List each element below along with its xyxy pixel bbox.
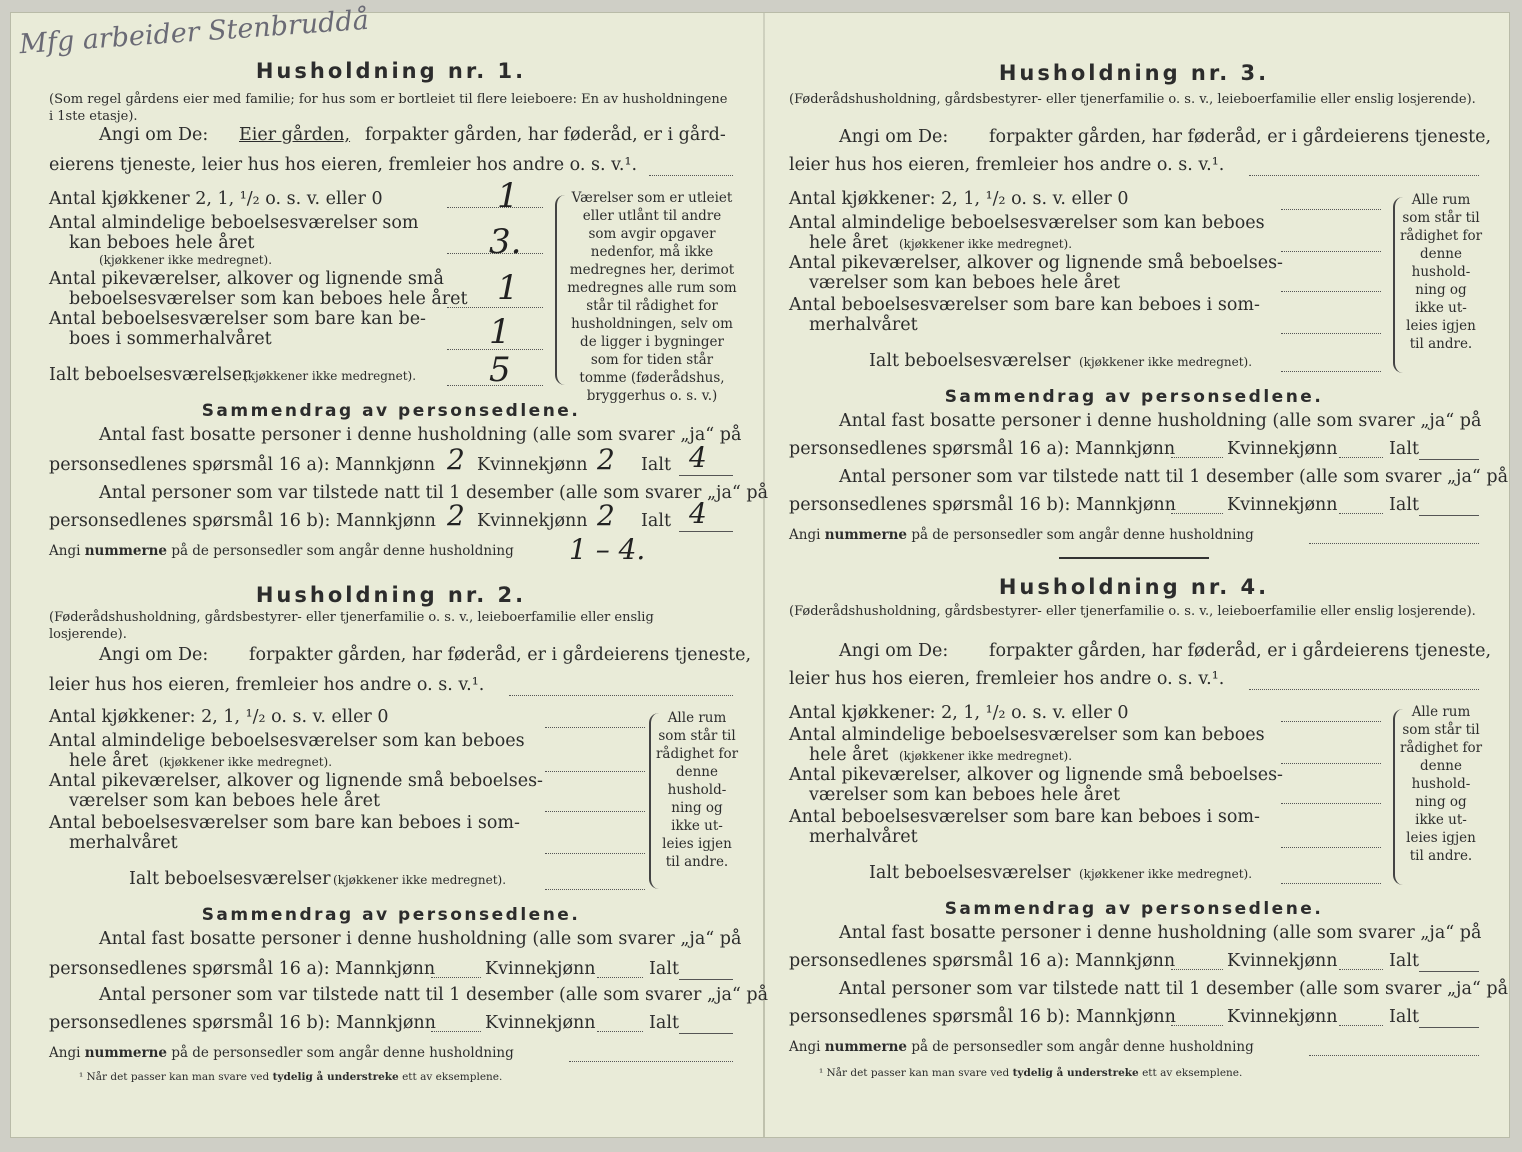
h1-s2-female-label: Kvinnekjønn xyxy=(477,511,588,531)
household-2-title: Husholdning nr. 2. xyxy=(255,583,527,607)
h1-s1: Antal fast bosatte personer i denne husholdning (alle som svarer „ja“ på xyxy=(99,425,742,445)
h2-q-total: Ialt beboelsesværelser xyxy=(129,869,331,889)
h2-s1-female-line xyxy=(597,977,643,978)
h1-kitchens-value: 1 xyxy=(497,176,519,216)
h4-s2-female-line xyxy=(1339,1025,1383,1026)
h4-angi-options-2: leier hus hos eieren, fremleier hos andre o. s. v.¹. xyxy=(789,669,1225,689)
h3-s2-female-label: Kvinnekjønn xyxy=(1227,495,1338,515)
household-2-note: (Føderådshusholdning, gårdsbestyrer- eller tjenerfamilie o. s. v., leieboerfamilie eller enslig losjerende). xyxy=(49,610,654,642)
h2-q-small-2: værelser som kan beboes hele året xyxy=(69,791,380,811)
h1-s2b: personsedlenes spørsmål 16 b): Mannkjønn xyxy=(49,511,436,531)
handwritten-annotation: Mfg arbeider Stenbruddå xyxy=(18,4,370,61)
h1-total-value: 5 xyxy=(489,350,511,390)
h4-s3-line xyxy=(1309,1055,1479,1056)
h4-s1-male-line xyxy=(1171,969,1223,970)
h1-summer-value: 1 xyxy=(489,312,511,352)
h2-s2-male-line xyxy=(431,1031,481,1032)
h1-angi-options-2: eierens tjeneste, leier hus hos eieren, fremleier hos andre o. s. v.¹. xyxy=(49,155,638,175)
h3-s3-rest: på de personsedler som angår denne husholdning xyxy=(911,527,1254,543)
h2-summary-title: Sammendrag av personsedlene. xyxy=(201,905,581,925)
h1-q-summer-rooms-2: boes i sommerhalvåret xyxy=(69,329,272,349)
h3-angi-options: forpakter gården, har føderåd, er i gårdeierens tjeneste, xyxy=(989,127,1492,147)
h3-s1-male-line xyxy=(1171,457,1223,458)
h1-s1-female: 2 xyxy=(597,443,615,476)
h2-s2-total-line xyxy=(679,1033,733,1034)
h3-s1-female-line xyxy=(1339,457,1383,458)
h1-angi-owner: Eier gården, xyxy=(239,125,351,145)
h1-s3-rest: på de personsedler som angår denne husholdning xyxy=(171,543,514,559)
h1-s3 xyxy=(49,543,514,559)
h2-q-kitchens: Antal kjøkkener: 2, 1, ¹/₂ o. s. v. eller 0 xyxy=(49,707,389,727)
h3-s2-total-line xyxy=(1419,515,1479,516)
h3-s2-female-line xyxy=(1339,513,1383,514)
h1-s2-male: 2 xyxy=(447,499,465,532)
h1-side-brace xyxy=(555,195,567,385)
h3-summary-title: Sammendrag av personsedlene. xyxy=(944,387,1324,407)
h2-s2-female-line xyxy=(597,1031,643,1032)
h3-q-total-note: (kjøkkener ikke medregnet). xyxy=(1079,355,1253,369)
h1-q-total-rooms-note: (kjøkkener ikke medregnet). xyxy=(243,369,417,383)
h3-s2-total-label: Ialt xyxy=(1389,495,1419,515)
h2-angi-line xyxy=(509,695,733,696)
h3-q-kitchens: Antal kjøkkener: 2, 1, ¹/₂ o. s. v. eller 0 xyxy=(789,189,1129,209)
h2-s1b: personsedlenes spørsmål 16 a): Mannkjønn xyxy=(49,959,436,979)
h2-s1-female-label: Kvinnekjønn xyxy=(485,959,596,979)
h1-q-ordinary-rooms-2: kan beboes hele året xyxy=(69,233,255,253)
h2-q-summer: Antal beboelsesværelser som bare kan beboes i som- xyxy=(49,813,520,833)
h4-s3-bold: nummerne xyxy=(824,1039,908,1055)
h4-q-total: Ialt beboelsesværelser xyxy=(869,863,1071,883)
h1-side-note: Værelser som er utleiet eller utlånt til andre som avgir opgaver nedenfor, må ikke medregnes her, derimot medregnes alle rum som står til rådighet for husholdningen, selv om de ligger i bygninger som for tiden står tomme (føderådshus, bryggerhus o. s. v.) xyxy=(567,190,737,404)
h4-ordinary-line xyxy=(1281,763,1381,764)
h4-q-summer: Antal beboelsesværelser som bare kan beboes i som- xyxy=(789,807,1260,827)
h4-s2-male-line xyxy=(1171,1025,1223,1026)
h3-s3 xyxy=(789,527,1254,543)
h2-s1: Antal fast bosatte personer i denne husholdning (alle som svarer „ja“ på xyxy=(99,929,742,949)
h4-q-ordinary-2: hele året xyxy=(809,745,889,765)
h4-q-small: Antal pikeværelser, alkover og lignende små beboelses- xyxy=(789,765,1283,785)
h4-summer-line xyxy=(1281,847,1381,848)
h4-small-line xyxy=(1281,803,1381,804)
h4-s3-rest: på de personsedler som angår denne husholdning xyxy=(911,1039,1254,1055)
h2-s3 xyxy=(49,1045,514,1061)
h2-angi-options-2: leier hus hos eieren, fremleier hos andre o. s. v.¹. xyxy=(49,675,485,695)
h1-q-small-rooms-2: beboelsesværelser som kan beboes hele året xyxy=(69,289,468,309)
h3-s3-line xyxy=(1309,543,1479,544)
h1-ordinary-value: 3. xyxy=(489,222,522,262)
h2-s3-rest: på de personsedler som angår denne husholdning xyxy=(171,1045,514,1061)
h1-angi-label: Angi om De: xyxy=(99,125,209,145)
h1-q-ordinary-rooms-note: (kjøkkener ikke medregnet). xyxy=(99,253,273,267)
h4-s1b: personsedlenes spørsmål 16 a): Mannkjønn xyxy=(789,951,1176,971)
h3-s1-total-line xyxy=(1419,459,1479,460)
right-footnote-c: ett av eksemplene. xyxy=(1142,1067,1243,1079)
h2-s2-female-label: Kvinnekjønn xyxy=(485,1013,596,1033)
h1-q-summer-rooms: Antal beboelsesværelser som bare kan be- xyxy=(49,309,426,329)
h2-q-ordinary: Antal almindelige beboelsesværelser som kan beboes xyxy=(49,731,525,751)
h1-s1-total-label: Ialt xyxy=(641,455,671,475)
h4-s2b: personsedlenes spørsmål 16 b): Mannkjønn xyxy=(789,1007,1176,1027)
h1-s1-female-label: Kvinnekjønn xyxy=(477,455,588,475)
h4-s1: Antal fast bosatte personer i denne husholdning (alle som svarer „ja“ på xyxy=(839,923,1482,943)
h4-angi-label: Angi om De: xyxy=(839,641,949,661)
h2-q-summer-2: merhalvåret xyxy=(69,833,178,853)
h2-q-total-note: (kjøkkener ikke medregnet). xyxy=(333,873,507,887)
h1-q-small-rooms: Antal pikeværelser, alkover og lignende små xyxy=(49,269,444,289)
h2-s1-total-label: Ialt xyxy=(649,959,679,979)
h4-s2-total-label: Ialt xyxy=(1389,1007,1419,1027)
h1-s1-total-line xyxy=(679,475,733,476)
left-footnote-b: tydelig å understreke xyxy=(272,1071,399,1083)
h2-kitchens-line xyxy=(545,727,645,728)
h3-s1b: personsedlenes spørsmål 16 a): Mannkjønn xyxy=(789,439,1176,459)
h2-s2b: personsedlenes spørsmål 16 b): Mannkjønn xyxy=(49,1013,436,1033)
h4-angi-options: forpakter gården, har føderåd, er i gårdeierens tjeneste, xyxy=(989,641,1492,661)
household-4-title: Husholdning nr. 4. xyxy=(998,575,1270,599)
h1-s2-total-line xyxy=(679,531,733,532)
left-footnote-a: ¹ Når det passer kan man svare ved xyxy=(79,1071,270,1083)
h1-s3-bold: nummerne xyxy=(84,543,168,559)
h3-q-summer-2: merhalvåret xyxy=(809,315,918,335)
h3-q-small-2: værelser som kan beboes hele året xyxy=(809,273,1120,293)
h2-s2-total-label: Ialt xyxy=(649,1013,679,1033)
h1-small-value: 1 xyxy=(497,268,519,308)
household-1-title: Husholdning nr. 1. xyxy=(255,59,527,83)
h3-s3-label: Angi xyxy=(789,527,821,543)
h3-s1-female-label: Kvinnekjønn xyxy=(1227,439,1338,459)
h3-q-summer: Antal beboelsesværelser som bare kan beboes i som- xyxy=(789,295,1260,315)
h4-s3 xyxy=(789,1039,1254,1055)
right-footnote-a: ¹ Når det passer kan man svare ved xyxy=(819,1067,1010,1079)
h2-ordinary-line xyxy=(545,771,645,772)
left-footnote xyxy=(79,1071,502,1083)
h4-q-total-note: (kjøkkener ikke medregnet). xyxy=(1079,867,1253,881)
h2-small-line xyxy=(545,811,645,812)
h1-s2: Antal personer som var tilstede natt til 1 desember (alle som svarer „ja“ på xyxy=(99,483,769,503)
h3-angi-label: Angi om De: xyxy=(839,127,949,147)
household-4-note: (Føderådshusholdning, gårdsbestyrer- eller tjenerfamilie o. s. v., leieboerfamilie eller enslig losjerende). xyxy=(789,604,1476,619)
h1-kitchens-line xyxy=(447,207,543,208)
h4-q-ordinary-note: (kjøkkener ikke medregnet). xyxy=(899,749,1073,763)
h2-angi-label: Angi om De: xyxy=(99,645,209,665)
h4-total-line xyxy=(1281,883,1381,884)
h3-small-line xyxy=(1281,291,1381,292)
h1-s3-value: 1 – 4. xyxy=(569,533,646,566)
h4-kitchens-line xyxy=(1281,721,1381,722)
h3-s3-bold: nummerne xyxy=(824,527,908,543)
h2-s1-male-line xyxy=(431,977,481,978)
h1-angi-line xyxy=(649,175,733,176)
h2-angi-options: forpakter gården, har føderåd, er i gårdeierens tjeneste, xyxy=(249,645,752,665)
page-fold xyxy=(763,13,765,1137)
h1-s1-male: 2 xyxy=(447,443,465,476)
h4-q-summer-2: merhalvåret xyxy=(809,827,918,847)
household-3-title: Husholdning nr. 3. xyxy=(998,61,1270,85)
h1-s2-total: 4 xyxy=(689,497,707,530)
h3-q-total: Ialt beboelsesværelser xyxy=(869,351,1071,371)
h1-small-line xyxy=(447,307,543,308)
h1-s2-total-label: Ialt xyxy=(641,511,671,531)
h1-s2-female: 2 xyxy=(597,499,615,532)
h3-s1: Antal fast bosatte personer i denne husholdning (alle som svarer „ja“ på xyxy=(839,411,1482,431)
h4-s2: Antal personer som var tilstede natt til 1 desember (alle som svarer „ja“ på xyxy=(839,979,1509,999)
h2-s3-label: Angi xyxy=(49,1045,81,1061)
h2-side-note: Alle rum som står til rådighet for denne hushold- ning og ikke ut- leies igjen til andre. xyxy=(655,710,739,870)
h4-angi-line xyxy=(1249,689,1479,690)
h3-angi-options-2: leier hus hos eieren, fremleier hos andre o. s. v.¹. xyxy=(789,155,1225,175)
h3-q-ordinary-note: (kjøkkener ikke medregnet). xyxy=(899,237,1073,251)
h4-s1-female-label: Kvinnekjønn xyxy=(1227,951,1338,971)
household-1-note: (Som regel gårdens eier med familie; for hus som er bortleiet til flere leieboere: En av husholdningene i 1ste etasje). xyxy=(49,92,728,124)
h1-s1-total: 4 xyxy=(689,441,707,474)
h2-total-line xyxy=(545,889,645,890)
h4-s1-female-line xyxy=(1339,969,1383,970)
section-separator xyxy=(1059,557,1209,559)
h1-summary-title: Sammendrag av personsedlene. xyxy=(201,401,581,421)
h1-q-kitchens: Antal kjøkkener 2, 1, ¹/₂ o. s. v. eller 0 xyxy=(49,189,383,209)
h1-q-total-rooms: Ialt beboelsesværelser xyxy=(49,365,251,385)
h2-s3-line xyxy=(569,1061,733,1062)
h4-q-kitchens: Antal kjøkkener: 2, 1, ¹/₂ o. s. v. eller 0 xyxy=(789,703,1129,723)
h3-q-ordinary-2: hele året xyxy=(809,233,889,253)
h3-s2b: personsedlenes spørsmål 16 b): Mannkjønn xyxy=(789,495,1176,515)
h2-summer-line xyxy=(545,853,645,854)
h3-angi-line xyxy=(1249,175,1479,176)
h3-s1-total-label: Ialt xyxy=(1389,439,1419,459)
h4-s1-total-label: Ialt xyxy=(1389,951,1419,971)
h3-kitchens-line xyxy=(1281,209,1381,210)
h3-side-note: Alle rum som står til rådighet for denne hushold- ning og ikke ut- leies igjen til andre. xyxy=(1399,192,1483,352)
h4-s3-label: Angi xyxy=(789,1039,821,1055)
left-footnote-c: ett av eksemplene. xyxy=(402,1071,503,1083)
h2-q-ordinary-2: hele året xyxy=(69,751,149,771)
h3-total-line xyxy=(1281,371,1381,372)
right-footnote xyxy=(819,1067,1242,1079)
h2-s2: Antal personer som var tilstede natt til 1 desember (alle som svarer „ja“ på xyxy=(99,985,769,1005)
h2-s3-bold: nummerne xyxy=(84,1045,168,1061)
right-footnote-b: tydelig å understreke xyxy=(1012,1067,1139,1079)
h1-angi-options: forpakter gården, har føderåd, er i gård- xyxy=(365,125,726,145)
h1-s1b: personsedlenes spørsmål 16 a): Mannkjønn xyxy=(49,455,436,475)
h2-s1-total-line xyxy=(679,979,733,980)
h3-ordinary-line xyxy=(1281,251,1381,252)
household-3-note: (Føderådshusholdning, gårdsbestyrer- eller tjenerfamilie o. s. v., leieboerfamilie eller enslig losjerende). xyxy=(789,92,1476,107)
h4-summary-title: Sammendrag av personsedlene. xyxy=(944,899,1324,919)
h3-summer-line xyxy=(1281,333,1381,334)
h4-s2-total-line xyxy=(1419,1027,1479,1028)
h3-s2: Antal personer som var tilstede natt til 1 desember (alle som svarer „ja“ på xyxy=(839,467,1509,487)
h4-s2-female-label: Kvinnekjønn xyxy=(1227,1007,1338,1027)
h2-q-small: Antal pikeværelser, alkover og lignende små beboelses- xyxy=(49,771,543,791)
h3-s2-male-line xyxy=(1171,513,1223,514)
h3-q-ordinary: Antal almindelige beboelsesværelser som kan beboes xyxy=(789,213,1265,233)
h4-q-small-2: værelser som kan beboes hele året xyxy=(809,785,1120,805)
h2-q-ordinary-note: (kjøkkener ikke medregnet). xyxy=(159,755,333,769)
h4-side-note: Alle rum som står til rådighet for denne hushold- ning og ikke ut- leies igjen til andre. xyxy=(1399,704,1483,864)
h4-q-ordinary: Antal almindelige beboelsesværelser som kan beboes xyxy=(789,725,1265,745)
h3-q-small: Antal pikeværelser, alkover og lignende små beboelses- xyxy=(789,253,1283,273)
h1-q-ordinary-rooms: Antal almindelige beboelsesværelser som xyxy=(49,213,419,233)
h4-s1-total-line xyxy=(1419,971,1479,972)
census-form-sheet xyxy=(10,4,1510,1138)
h1-s3-label: Angi xyxy=(49,543,81,559)
